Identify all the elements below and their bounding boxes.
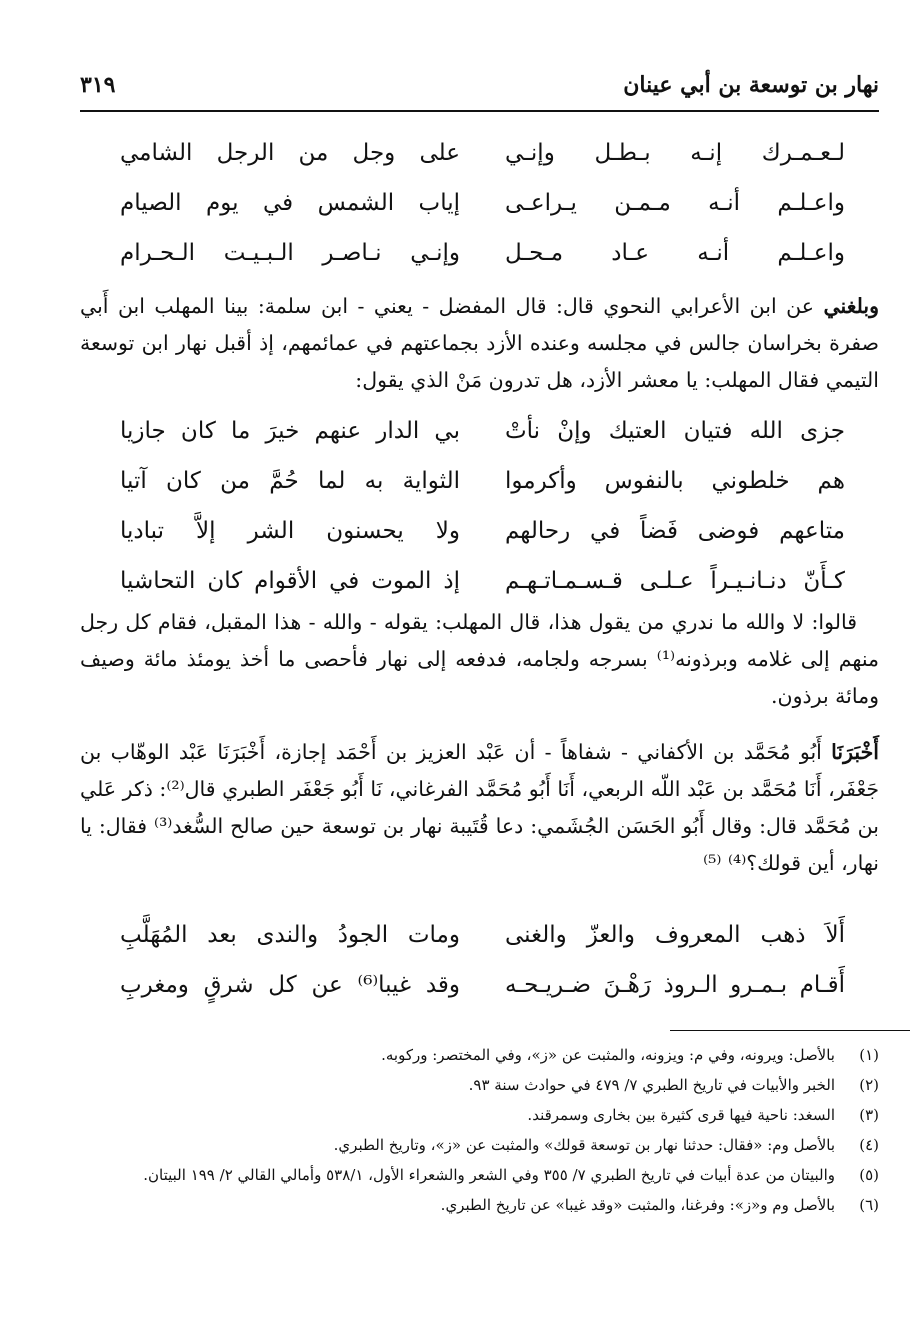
verse-first-hemistich: جزى الله فتيان العتيك وإنْ نأتْ bbox=[505, 418, 845, 444]
footnote-text: بالأصل وم و«ز»: وفرغنا، والمثبت «وقد غيبا» عن تاريخ الطبري. bbox=[440, 1196, 835, 1214]
paragraph-text: عن ابن الأعرابي النحوي قال: قال المفضل - يعني - ابن سلمة: بينا المهلب ابن أَبي صفرة بخراسان جالس في مجلسه وعنده الأزد بجماعتهم في عمائمهم، إذ أقبل نهار ابن توسعة التيمي فقال المهلب: يا معشر الأزد، هل تدرون مَنْ الذي يقول: bbox=[80, 294, 879, 392]
footnote bbox=[80, 1130, 879, 1160]
paragraph-3 bbox=[80, 734, 879, 882]
footnote bbox=[80, 1190, 879, 1220]
verse-first-hemistich: كـأَنّ دنـانـيـراً عـلـى قـسـمـاتـهـم bbox=[505, 568, 845, 594]
verse-first-hemistich: أَلاَ ذهب المعروف والعزّ والغنى bbox=[505, 922, 845, 948]
verse-first-hemistich: متاعهم فوضى فَضاً في رحالهم bbox=[505, 518, 845, 544]
verse-first-hemistich: واعـلـم أنـه عـاد مـحـل bbox=[505, 240, 845, 266]
verse-second-hemistich: إياب الشمس في يوم الصيام bbox=[120, 190, 460, 216]
paragraph-2 bbox=[80, 604, 879, 715]
footnote-number: (٢) bbox=[859, 1076, 879, 1094]
verse-second-hemistich: ومات الجودُ والندى بعد المُهَلَّبِ bbox=[120, 922, 460, 948]
footnote-number: (١) bbox=[859, 1046, 879, 1064]
header-rule bbox=[80, 110, 879, 112]
page-header bbox=[80, 68, 879, 108]
footnote bbox=[80, 1070, 879, 1100]
verse-line bbox=[120, 518, 845, 568]
page-number: ٣١٩ bbox=[80, 72, 116, 98]
verse-first-hemistich: أَقـام بـمـرو الـروذ رَهْـنَ ضـريـحـه bbox=[505, 972, 845, 998]
footnote-text: السغد: ناحية فيها قرى كثيرة بين بخارى وسمرقند. bbox=[527, 1106, 835, 1124]
paragraph-text: أَبُو مُحَمَّد بن الأكفاني - شفاهاً - أن عَبْد العزيز بن أَحْمَد إجازة، أَخْبَرَنَا عَبْد الوهّاب بن جَعْفَر، أَنَا مُحَمَّد بن عَبْد اللّه الربعي، أَنَا أَبُو مُحَمَّد الفرغاني، نَا أَبُو جَعْفَر الطبري قال⁽²⁾: ذكر عَلي بن مُحَمَّد قال: وقال أَبُو الحَسَن الجُشَمي: دعا قُتَيبة نهار بن توسعة حين صالح السُّغد⁽³⁾ فقال: يا نهار، أين قولك؟⁽⁴⁾ ⁽⁵⁾ bbox=[80, 740, 880, 875]
footnote-number: (٦) bbox=[859, 1196, 879, 1214]
footnote-text: بالأصل وم: «فقال: حدثنا نهار بن توسعة قولك» والمثبت عن «ز»، وتاريخ الطبري. bbox=[333, 1136, 835, 1154]
verse-line bbox=[120, 140, 845, 190]
verse-second-hemistich: وقد غيبا⁽⁶⁾ عن كل شرقٍ ومغربِ bbox=[120, 972, 460, 998]
verse-block-2 bbox=[120, 418, 845, 618]
verse-second-hemistich: ولا يحسنون الشر إلاَّ تباديا bbox=[120, 518, 460, 544]
verse-block-1 bbox=[120, 140, 845, 290]
verse-line bbox=[120, 922, 845, 972]
verse-second-hemistich: إذ الموت في الأقوام كان التحاشيا bbox=[120, 568, 460, 594]
paragraph-lead-word: أَخْبَرَنَا bbox=[831, 740, 879, 764]
paragraph-text: قالوا: لا والله ما ندري من يقول هذا، قال المهلب: يقوله - والله - هذا المقبل، فقام كل رجل منهم إلى غلامه وبرذونه⁽¹⁾ بسرجه ولجامه، فدفعه إلى نهار فأحصى ما أخذ يومئذ مائة وصيف ومائة برذون. bbox=[80, 610, 880, 708]
footnotes bbox=[80, 1040, 879, 1220]
verse-line bbox=[120, 240, 845, 290]
verse-line bbox=[120, 468, 845, 518]
verse-first-hemistich: لـعـمـرك إنـه بـطـل وإنـي bbox=[505, 140, 845, 166]
footnote-text: والبيتان من عدة أبيات في تاريخ الطبري ٧/ ٣٥٥ وفي الشعر والشعراء الأول، ٥٣٨/١ وأمالي القالي ٢/ ١٩٩ البيتان. bbox=[143, 1166, 835, 1184]
footnote-text: بالأصل: ويرونه، وفي م: ويزونه، والمثبت عن «ز»، وفي المختصر: وركوبه. bbox=[381, 1046, 835, 1064]
verse-first-hemistich: هم خلطوني بالنفوس وأكرموا bbox=[505, 468, 845, 494]
footnote-number: (٤) bbox=[859, 1136, 879, 1154]
verse-line bbox=[120, 190, 845, 240]
running-title: نهار بن توسعة بن أبي عينان bbox=[623, 72, 879, 98]
footnote-number: (٥) bbox=[859, 1166, 879, 1184]
footnote-text: الخبر والأبيات في تاريخ الطبري ٧/ ٤٧٩ في حوادث سنة ٩٣. bbox=[468, 1076, 835, 1094]
footnote bbox=[80, 1160, 879, 1190]
footnote bbox=[80, 1040, 879, 1070]
paragraph-1 bbox=[80, 288, 879, 399]
verse-block-3 bbox=[120, 922, 845, 1022]
footnote-number: (٣) bbox=[859, 1106, 879, 1124]
footnote bbox=[80, 1100, 879, 1130]
verse-line bbox=[120, 418, 845, 468]
verse-first-hemistich: واعـلـم أنـه مـمـن يـراعـى bbox=[505, 190, 845, 216]
footnote-separator bbox=[670, 1030, 910, 1031]
paragraph-lead-word: وبلغني bbox=[823, 294, 879, 318]
verse-second-hemistich: بي الدار عنهم خيرَ ما كان جازيا bbox=[120, 418, 460, 444]
verse-second-hemistich: وإنـي نـاصـر الـبـيـت الـحـرام bbox=[120, 240, 460, 266]
verse-second-hemistich: الثواية به لما حُمَّ من كان آتيا bbox=[120, 468, 460, 494]
verse-line bbox=[120, 972, 845, 1022]
verse-second-hemistich: على وجل من الرجل الشامي bbox=[120, 140, 460, 166]
